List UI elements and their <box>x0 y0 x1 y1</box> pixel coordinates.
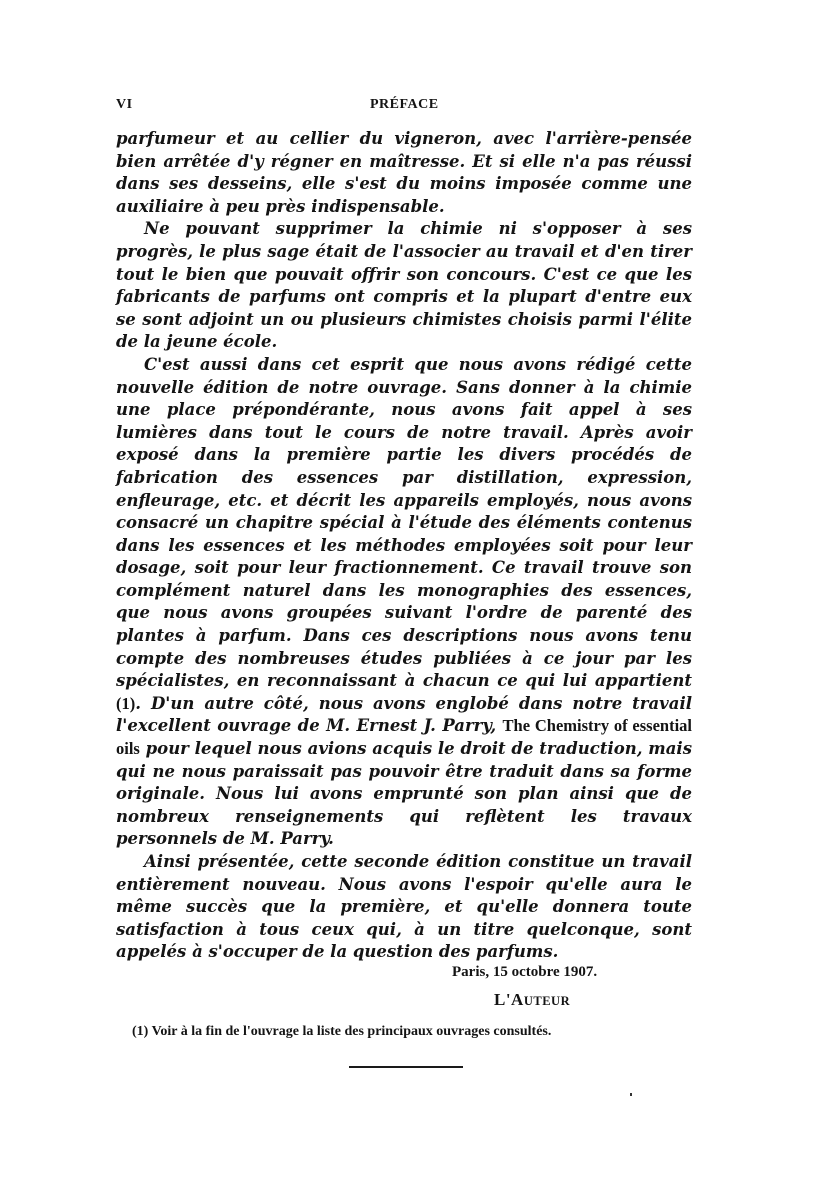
paragraph-chemistry <box>116 218 692 354</box>
preface-body <box>116 128 692 964</box>
paragraph-text: pour lequel nous avions acquis le droit de traduction, mais qui ne nous paraissait pas pouvoir être traduit dans sa forme originale. Nous lui avons emprunté son plan ainsi que de nombreux renseignements qui reflètent les travaux personnels de M. Parry. <box>116 739 692 849</box>
print-speck <box>630 1093 632 1096</box>
paragraph-text: C'est aussi dans cet esprit que nous avons rédigé cette nouvelle édition de notre ouvrage. Sans donner à la chimie une place prépondérante, nous avons fait appel à ses lumières dans tout le cours de notre travail. Après avoir exposé dans la première partie les divers procédés de fabrication des essences par distillation, expression, enfleurage, etc. et décrit les appareils employés, nous avons consacré un chapitre spécial à l'étude des éléments contenus dans les essences et les méthodes employées soit pour leur dosage, soit pour leur fractionnement. Ce travail trouve son complément naturel dans les monographies des essences, que nous avons groupées suivant l'ordre de parenté des plantes à parfum. Dans ces descriptions nous avons tenu compte des nombreuses études publiées à ce jour par les spécialistes, en reconnaissant à chacun ce qui lui appartient <box>116 354 692 691</box>
paragraph-edition <box>116 354 692 851</box>
footnote-reference: (1) <box>116 693 136 713</box>
end-rule <box>349 1066 463 1068</box>
footnote: (1) Voir à la fin de l'ouvrage la liste des principaux ouvrages consultés. <box>132 1024 552 1039</box>
paragraph-text: Ainsi présentée, cette seconde édition constitue un travail entièrement nouveau. Nous avons l'espoir qu'elle aura le même succès que la première, et qu'elle donnera toute satisfaction à tous ceux qui, à un titre quelconque, sont appelés à s'occuper de la question des parfums. <box>116 852 692 962</box>
paragraph-text: Ne pouvant supprimer la chimie ni s'opposer à ses progrès, le plus sage était de l'associer au travail et d'en tirer tout le bien que pouvait offrir son concours. C'est ce que les fabricants de parfums ont compris et la plupart d'entre eux se sont adjoint un ou plusieurs chimistes choisis parmi l'élite de la jeune école. <box>116 219 692 352</box>
author-signature: L'AUTEUR <box>494 990 571 1009</box>
paragraph-continuation <box>116 128 692 218</box>
paragraph-text: parfumeur et au cellier du vigneron, avec l'arrière-pensée bien arrêtée d'y régner en maîtresse. Et si elle n'a pas réussi dans ses desseins, elle s'est du moins imposée comme une auxiliaire à peu près indispensable. <box>116 129 692 216</box>
running-head <box>116 97 692 119</box>
book-title: The Chemistry of essential oils <box>116 716 692 759</box>
paragraph-text: . D'un autre côté, nous avons englobé dans notre travail l'excellent ouvrage de M. Ernest J. Parry, <box>116 693 692 736</box>
paragraph-conclusion <box>116 851 692 964</box>
page-number: VI <box>116 97 133 112</box>
running-title: PRÉFACE <box>370 97 439 112</box>
dateline: Paris, 15 octobre 1907. <box>452 964 598 980</box>
